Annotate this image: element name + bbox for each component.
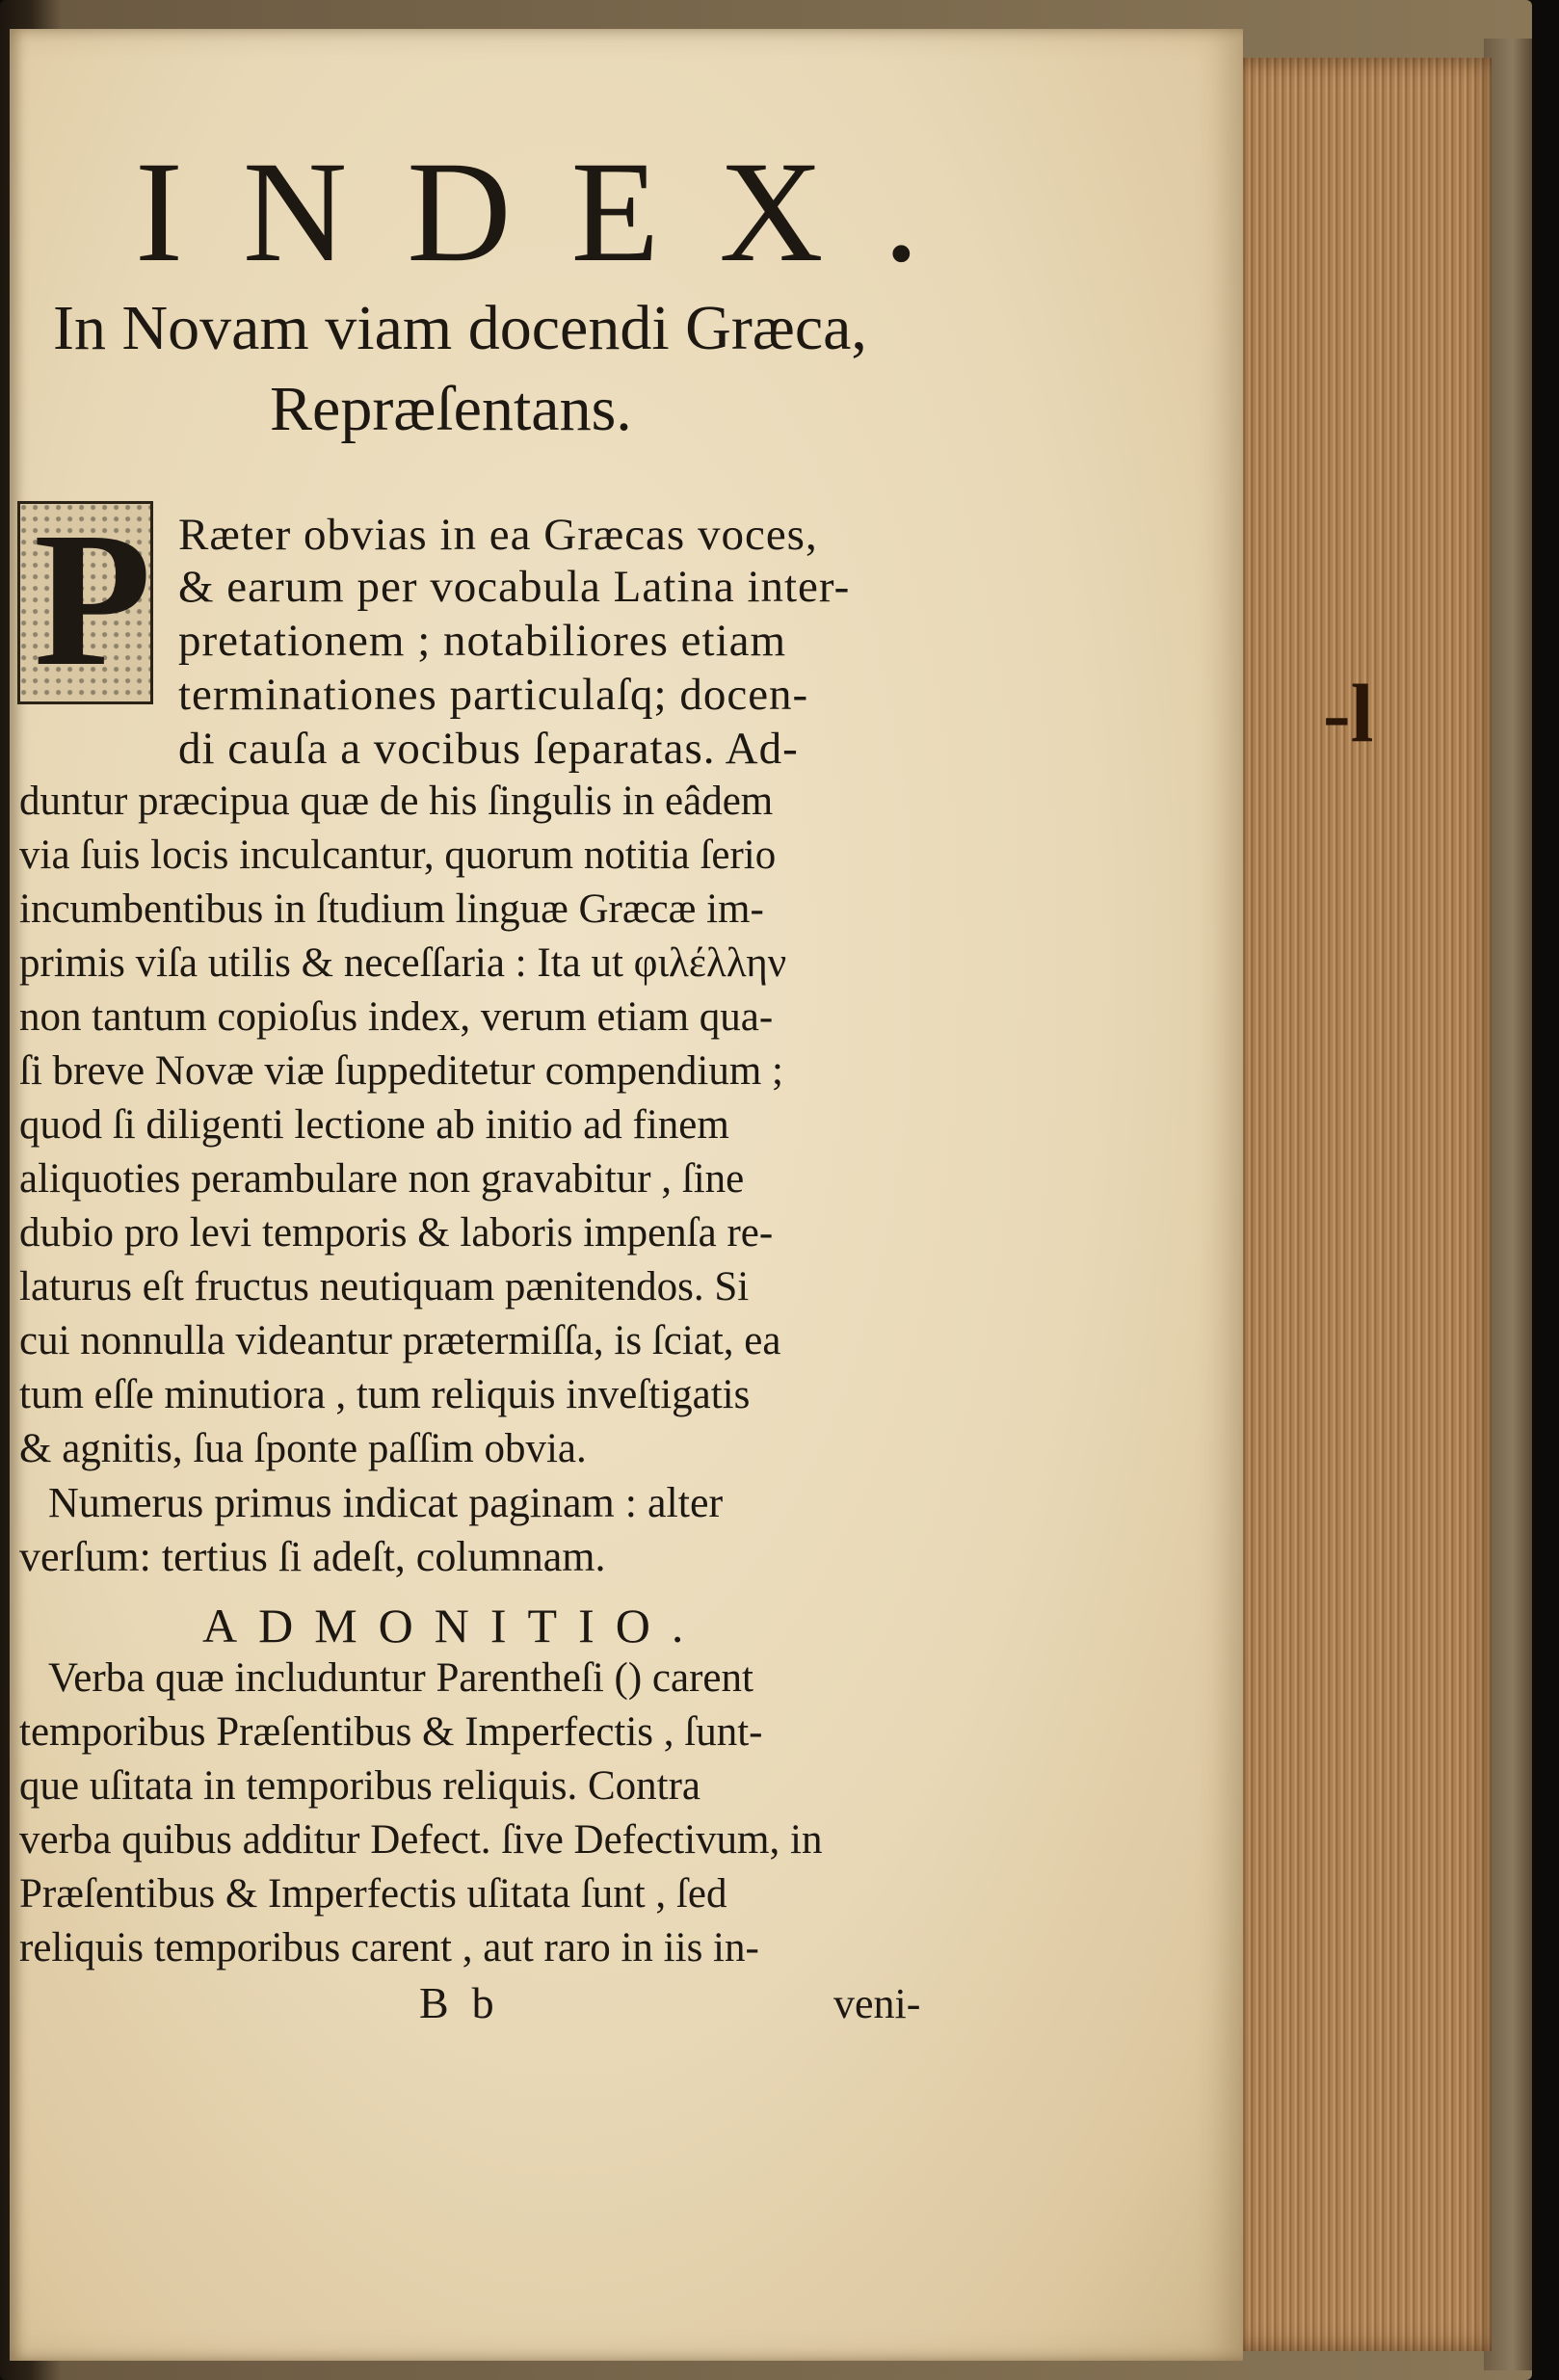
fore-edge-ink-mark: -l bbox=[1323, 667, 1374, 759]
body-line: ſi breve Novæ viæ ſuppeditetur compendium ; bbox=[19, 1048, 783, 1094]
page-title bbox=[135, 132, 920, 292]
body-line: cui nonnulla videantur prætermiſſa, is ſciat, ea bbox=[19, 1318, 781, 1363]
body-line: dubio pro levi temporis & laboris impenſa re- bbox=[19, 1210, 774, 1256]
admonitio-line: reliquis temporibus carent , aut raro in iis in- bbox=[19, 1925, 759, 1970]
body-line: duntur præcipua quæ de his ſingulis in eâdem bbox=[19, 779, 774, 824]
subtitle-line-1: In Novam viam docendi Græca, bbox=[53, 293, 867, 363]
body-line: di cauſa a vocibus ſeparatas. Ad- bbox=[178, 724, 799, 774]
page-fore-edge bbox=[1231, 58, 1492, 2351]
body-line: tum eſſe minutiora , tum reliquis inveſtigatis bbox=[19, 1372, 751, 1417]
body-line: Ræter obvias in ea Græcas voces, bbox=[178, 510, 818, 560]
admonitio-line: Verba quæ includuntur Parentheſi () carent bbox=[48, 1655, 753, 1701]
drop-cap-letter: P bbox=[34, 493, 152, 706]
catchword: veni- bbox=[833, 1980, 921, 2027]
body-line: incumbentibus in ſtudium linguæ Græcæ im- bbox=[19, 886, 764, 932]
title-text: INDEX bbox=[135, 132, 884, 292]
body-line: & agnitis, ſua ſponte paſſim obvia. bbox=[19, 1426, 587, 1471]
drop-cap-ornament bbox=[17, 493, 153, 706]
title-period: . bbox=[883, 132, 920, 292]
body-line: & earum per vocabula Latina inter- bbox=[178, 562, 851, 612]
admonitio-line: temporibus Præſentibus & Imperfectis , ſunt- bbox=[19, 1709, 763, 1755]
signature-mark: Bb bbox=[419, 1978, 517, 2027]
body-line: laturus eſt fructus neutiquam pænitendos. Si bbox=[19, 1264, 750, 1309]
subtitle-line-2: Repræſentans. bbox=[270, 374, 632, 444]
body-line: terminationes particulaſq; docen- bbox=[178, 670, 809, 720]
body-line: via ſuis locis inculcantur, quorum notitia ſerio bbox=[19, 833, 777, 878]
body-line: pretationem ; notabiliores etiam bbox=[178, 616, 787, 666]
body-line: primis viſa utilis & neceſſaria : Ita ut φιλέλλην bbox=[19, 940, 787, 986]
admonitio-line: que uſitata in temporibus reliquis. Contra bbox=[19, 1763, 700, 1809]
body-line: Numerus primus indicat paginam : alter bbox=[48, 1479, 724, 1526]
body-line: quod ſi diligenti lectione ab initio ad finem bbox=[19, 1102, 729, 1148]
body-line: non tantum copioſus index, verum etiam qua- bbox=[19, 994, 774, 1040]
body-line: aliquoties perambulare non gravabitur , ſine bbox=[19, 1156, 745, 1202]
admonitio-line: Præſentibus & Imperfectis uſitata ſunt , ſed bbox=[19, 1871, 727, 1917]
body-line: verſum: tertius ſi adeſt, columnam. bbox=[19, 1533, 606, 1580]
admonitio-line: verba quibus additur Defect. ſive Defectivum, in bbox=[19, 1817, 823, 1863]
admonitio-heading: ADMONITIO. bbox=[202, 1599, 705, 1653]
